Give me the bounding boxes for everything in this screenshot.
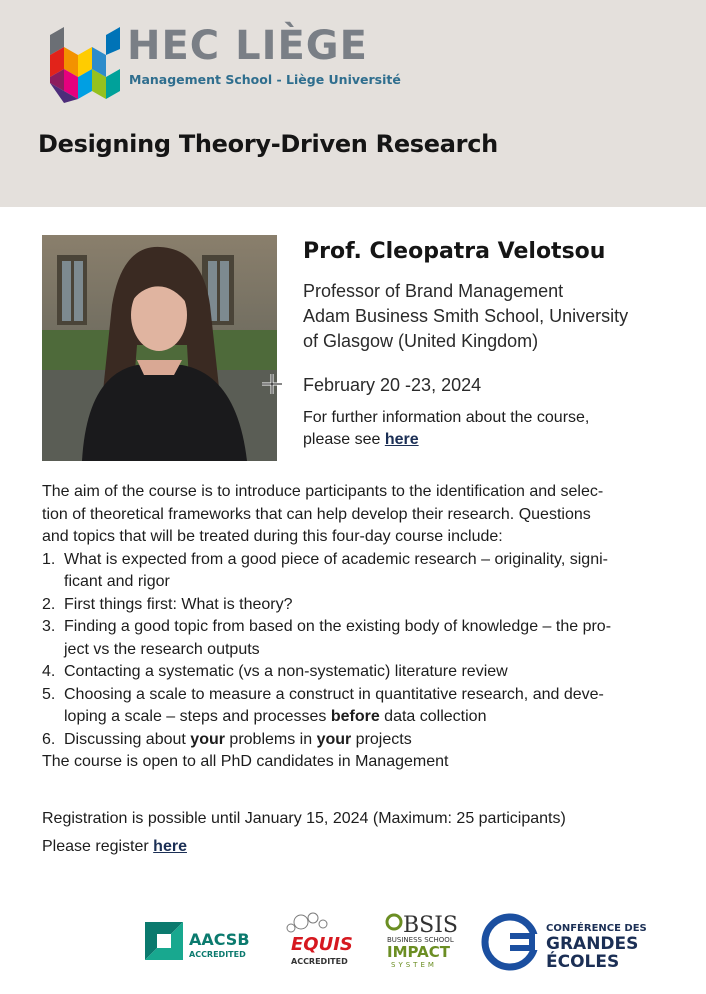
list-text: Discussing about [64,730,191,748]
list-item [42,594,672,617]
cge-logo [480,912,665,972]
list-item [42,661,672,684]
professor-name: Prof. Cleopatra Velotsou [303,239,606,264]
registration-info [42,805,566,861]
list-text: loping a scale – steps and processes [64,708,331,725]
bsis-name: BSIS [403,913,458,938]
aacsb-sub: ACCREDITED [189,950,246,959]
list-text: problems in [224,730,317,748]
hec-logo-mark-icon [50,25,120,103]
aacsb-logo [143,912,263,972]
list-item-line: ject vs the research outputs [64,640,260,658]
register-prefix: Please register [42,838,154,855]
list-item-line [64,706,672,729]
professor-role [303,279,693,354]
cge-line2: GRANDES [546,934,639,954]
list-number: 2. [42,595,56,613]
list-item-line: Contacting a systematic (vs a non-systematic) literature review [64,663,508,680]
register-line [42,833,566,861]
further-info-line [303,429,683,451]
list-item [42,729,672,752]
further-info-line: For further information about the course, [303,409,590,426]
bsis-sub3: SYSTEM [391,961,437,969]
list-item-line: What is expected from a good piece of academic research – originality, signi- [64,550,608,568]
list-number: 3. [42,618,56,635]
bsis-sub2: IMPACT [387,943,450,961]
hec-liege-logo [50,23,401,105]
list-item-line [64,729,672,752]
bsis-sub1: BUSINESS SCHOOL [387,936,454,944]
professor-photo [42,235,277,461]
list-number: 5. [42,685,56,703]
equis-logo [273,912,368,972]
bsis-logo [385,912,471,972]
logo-tagline: Management School - Liège Université [129,72,401,87]
further-info-prefix: please see [303,431,385,448]
list-text-bold: your [190,730,225,748]
professor-role-line: of Glasgow (United Kingdom) [303,331,539,351]
course-description [42,481,672,774]
list-text-bold: your [316,730,352,748]
equis-name: EQUIS [291,934,353,955]
list-number: 4. [42,663,56,680]
header-banner [0,0,706,207]
intro-line: and topics that will be treated during this four-day course include: [42,528,503,545]
list-item-line: ficant and rigor [64,573,170,590]
registration-deadline: Registration is possible until January 15, 2024 (Maximum: 25 participants) [42,810,566,827]
course-dates: February 20 -23, 2024 [303,375,482,395]
list-number: 1. [42,550,56,568]
equis-sub: ACCREDITED [291,957,348,966]
list-text-bold: before [330,708,380,725]
professor-role-line: Adam Business Smith School, University [303,306,629,326]
intro-line: tion of theoretical frameworks that can help develop their research. Questions [42,505,591,523]
cge-line3: ÉCOLES [546,952,620,972]
closing-line: The course is open to all PhD candidates in Management [42,753,449,770]
list-item-line: Finding a good topic from based on the existing body of knowledge – the pro- [64,618,612,635]
list-item-line: First things first: What is theory? [64,595,293,613]
list-text: data collection [379,708,487,725]
register-link[interactable]: here [153,838,187,855]
professor-role-line: Professor of Brand Management [303,281,564,301]
logo-name: HEC LIÈGE [127,23,368,69]
course-info-link[interactable]: here [384,431,419,448]
aacsb-name: AACSB [189,930,250,949]
list-item [42,616,672,661]
intro-line: The aim of the course is to introduce participants to the identification and selec- [42,483,604,500]
further-info [303,407,683,451]
crosshair-cursor-icon [262,374,282,394]
list-item [42,684,672,729]
list-item-line: Choosing a scale to measure a construct in quantitative research, and deve- [64,685,604,703]
list-text: projects [351,730,412,748]
cge-line1: CONFÉRENCE DES [546,923,647,934]
list-number: 6. [42,730,56,748]
course-title: Designing Theory-Driven Research [38,130,498,158]
list-item [42,549,672,594]
